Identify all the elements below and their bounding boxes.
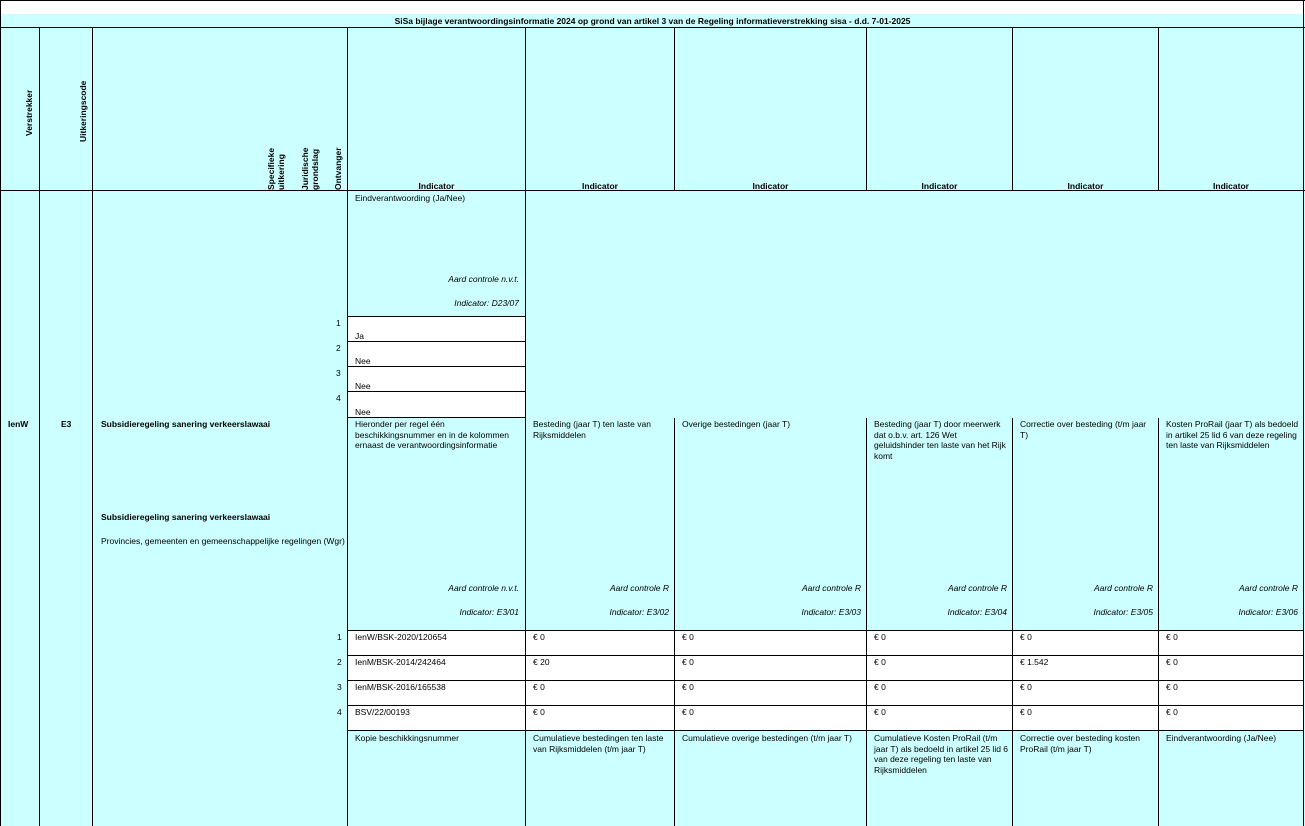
table-cell[interactable]: € 20 (533, 657, 550, 667)
block1-row-number: 1 (336, 318, 341, 328)
table-cell[interactable]: € 0 (533, 707, 545, 717)
block2-aard: Aard controle R (801, 583, 861, 593)
table-cell[interactable]: € 0 (1166, 682, 1178, 692)
block2-indicator: Indicator: E3/03 (801, 607, 861, 617)
block2-indicator: Indicator: E3/02 (609, 607, 669, 617)
table-cell[interactable]: € 0 (533, 632, 545, 642)
verstrekker-cell: IenW (8, 419, 29, 429)
table-cell[interactable]: € 0 (682, 682, 694, 692)
header-specifieke-line1: Specifieke (266, 147, 276, 190)
header-specifieke-line2: uitkering (276, 154, 286, 190)
juridische-grondslag-cell: Subsidieregeling sanering verkeerslawaai (101, 512, 271, 522)
block2-aard: Aard controle R (609, 583, 669, 593)
block3-col-desc: Eindverantwoording (Ja/Nee) (1166, 733, 1277, 743)
table-cell[interactable]: € 0 (533, 682, 545, 692)
block2-row-number: 3 (337, 682, 342, 692)
indicator-header-1: Indicator (418, 181, 455, 191)
table-cell[interactable]: € 0 (874, 682, 886, 692)
block2-col-desc: Kosten ProRail (jaar T) als bedoeld in artikel 25 lid 6 van deze regeling ten laste van Rijksmiddelen (1166, 419, 1299, 450)
block2-aard: Aard controle n.v.t. (448, 583, 519, 593)
block2-indicator: Indicator: E3/06 (1238, 607, 1298, 617)
uitkeringscode-cell: E3 (61, 419, 72, 429)
indicator-header-5: Indicator (1067, 181, 1104, 191)
table-cell[interactable]: € 0 (682, 657, 694, 667)
indicator-header-6: Indicator (1213, 181, 1249, 191)
block3-col-desc: Correctie over besteding kosten ProRail (t/m jaar T) (1020, 733, 1141, 754)
block1-row-value[interactable]: Ja (355, 331, 364, 341)
block2-aard: Aard controle R (1093, 583, 1153, 593)
block2-aard: Aard controle R (947, 583, 1007, 593)
block1-row-number: 2 (336, 343, 341, 353)
table-cell[interactable]: € 0 (1166, 657, 1178, 667)
table-cell[interactable]: IenW/BSK-2020/120654 (355, 632, 447, 642)
block2-aard: Aard controle R (1238, 583, 1298, 593)
table-cell[interactable]: € 1.542 (1020, 657, 1049, 667)
table-cell[interactable]: € 0 (874, 657, 886, 667)
specifieke-uitkering-cell: Subsidieregeling sanering verkeerslawaai (101, 419, 271, 429)
header-juridische-line2: grondslag (310, 148, 320, 190)
header-verstrekker: Verstrekker (24, 89, 34, 136)
ontvanger-cell: Provincies, gemeenten en gemeenschappelijke regelingen (Wgr) (101, 536, 345, 546)
header-specifieke-uitkering (266, 148, 286, 190)
block2-row-number: 1 (337, 632, 342, 642)
table-cell[interactable]: € 0 (1020, 707, 1032, 717)
block1-input-area (348, 316, 525, 418)
block2-indicator: Indicator: E3/05 (1093, 607, 1153, 617)
block3-col-desc: Cumulatieve Kosten ProRail (t/m jaar T) als bedoeld in artikel 25 lid 6 van deze regeling ten laste van Rijksmiddelen (874, 733, 1009, 775)
table-cell[interactable]: IenM/BSK-2016/165538 (355, 682, 446, 692)
block1-row-value[interactable]: Nee (355, 381, 371, 391)
title-bar-bg (0, 0, 1305, 14)
block3-col-desc: Cumulatieve overige bestedingen (t/m jaar T) (682, 733, 852, 743)
block2-col-desc: Besteding (jaar T) door meerwerk dat o.b.v. art. 126 Wet geluidshinder ten laste van het Rijk komt (874, 419, 1006, 461)
header-juridische-line1: Juridische (300, 147, 310, 190)
table-cell[interactable]: € 0 (1020, 632, 1032, 642)
block1-indicator: Indicator: D23/07 (454, 298, 519, 308)
header-uitkeringscode: Uitkeringscode (78, 80, 88, 142)
block1-row-number: 3 (336, 368, 341, 378)
block2-col-desc: Hieronder per regel één beschikkingsnummer en in de kolommen ernaast de verantwoordingsinformatie (355, 419, 510, 450)
table-cell[interactable]: € 0 (874, 707, 886, 717)
indicator-header-2: Indicator (582, 181, 618, 191)
header-ontvanger: Ontvanger (333, 147, 343, 190)
table-cell[interactable]: € 0 (1166, 632, 1178, 642)
table-cell[interactable]: € 0 (874, 632, 886, 642)
block3-col-desc: Cumulatieve bestedingen ten laste van Rijksmiddelen (t/m jaar T) (533, 733, 664, 754)
indicator-header-3: Indicator (752, 181, 789, 191)
indicator-header-4: Indicator (921, 181, 958, 191)
header-juridische-grondslag (300, 147, 320, 190)
table-cell[interactable]: IenM/BSK-2014/242464 (355, 657, 446, 667)
table-cell[interactable]: € 0 (1020, 682, 1032, 692)
block1-row-number: 4 (336, 393, 341, 403)
block2-indicator: Indicator: E3/01 (459, 607, 519, 617)
block2-indicator: Indicator: E3/04 (947, 607, 1007, 617)
block1-row-value[interactable]: Nee (355, 407, 371, 417)
block1-row-value[interactable]: Nee (355, 356, 371, 366)
table-cell[interactable]: BSV/22/00193 (355, 707, 410, 717)
block2-col-desc: Correctie over besteding (t/m jaar T) (1020, 419, 1147, 440)
block1-aard: Aard controle n.v.t. (448, 274, 519, 284)
page-title: SiSa bijlage verantwoordingsinformatie 2024 op grond van artikel 3 van de Regeling informatieverstrekking sisa - d.d. 7-01-2025 (394, 16, 911, 26)
block2-row-number: 2 (337, 657, 342, 667)
block2-col-desc: Besteding (jaar T) ten laste van Rijksmiddelen (533, 419, 651, 440)
block2-col-desc: Overige bestedingen (jaar T) (682, 419, 791, 429)
block3-col-desc: Kopie beschikkingsnummer (355, 733, 459, 743)
block2-row-number: 4 (337, 707, 342, 717)
table-cell[interactable]: € 0 (682, 632, 694, 642)
block1-title: Eindverantwoording (Ja/Nee) (355, 193, 466, 203)
table-cell[interactable]: € 0 (1166, 707, 1178, 717)
table-cell[interactable]: € 0 (682, 707, 694, 717)
